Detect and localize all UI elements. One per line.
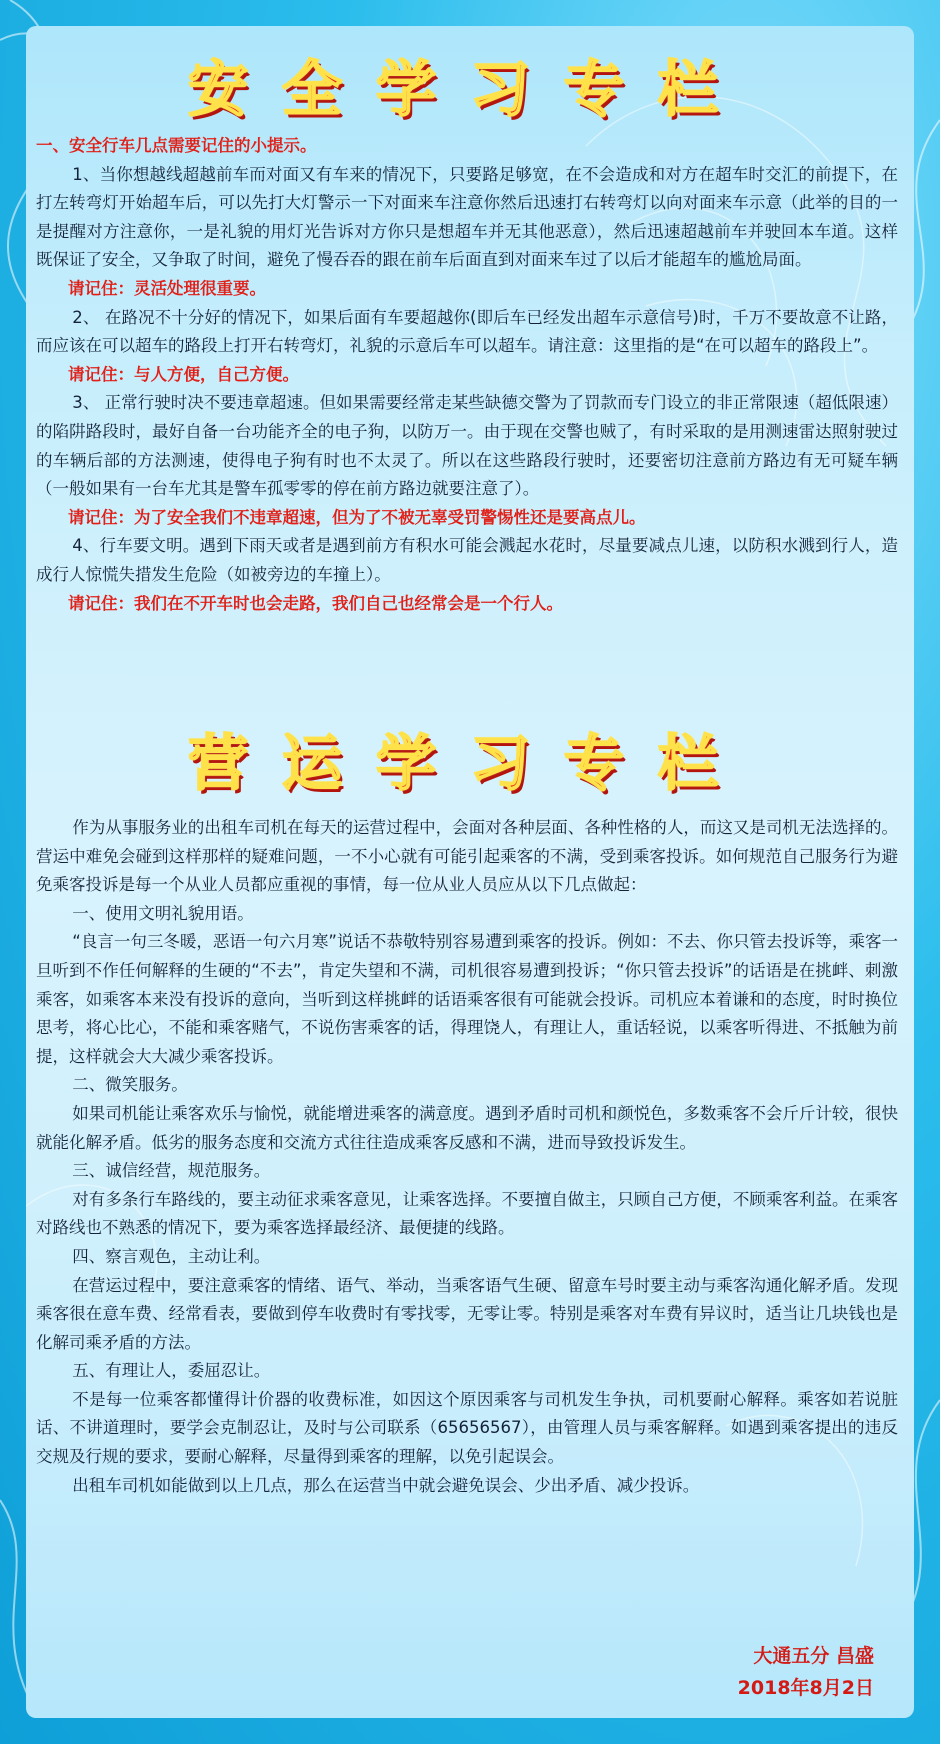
safety-reminder-2: 请记住：与人方便，自己方便。 [68, 364, 299, 384]
safety-reminder-1: 请记住：灵活处理很重要。 [68, 278, 266, 298]
safety-tip-4: 4、行车要文明。遇到下雨天或者是遇到前方有积水可能会溅起水花时，尽量要减点儿速，以防积水溅到行人，造成行人惊慌失措发生危险（如被旁边的车撞上）。 [36, 536, 898, 584]
operation-heading-5: 五、有理让人，委屈忍让。 [72, 1361, 271, 1381]
operation-heading-1: 一、使用文明礼貌用语。 [72, 903, 254, 923]
operation-banner-title: 营运学习专栏 [188, 729, 752, 799]
safety-reminder-3: 请记住：为了安全我们不违章超速，但为了不被无辜受罚警惕性还是要高点儿。 [68, 507, 646, 527]
operation-heading-4: 四、察言观色，主动让利。 [72, 1246, 271, 1266]
operation-body-3: 对有多条行车路线的，要主动征求乘客意见，让乘客选择。不要擅自做主，只顾自己方便，不顾乘客利益。在乘客对路线也不熟悉的情况下，要为乘客选择最经济、最便捷的线路。 [36, 1189, 898, 1238]
safety-banner-title: 安全学习专栏 [188, 55, 752, 125]
operation-body-5: 不是每一位乘客都懂得计价器的收费标准，如因这个原因乘客与司机发生争执，司机要耐心解释。乘客如若说脏话、不讲道理时，要学会克制忍让，及时与公司联系（65656567），由管理人员与乘客解释。如遇到乘客提出的违反交规及行规的要求，要耐心解释，尽量得到乘客的理解，以免引起误会。 [36, 1389, 898, 1467]
operation-conclusion: 出租车司机如能做到以上几点，那么在运营当中就会避免误会、少出矛盾、减少投诉。 [72, 1475, 700, 1495]
operation-body-4: 在营运过程中，要注意乘客的情绪、语气、举动，当乘客语气生硬、留意车号时要主动与乘客沟通化解矛盾。发现乘客很在意车费、经常看表，要做到停车收费时有零找零，无零让零。特别是乘客对车费有异议时，适当让几块钱也是化解司乘矛盾的方法。 [36, 1275, 898, 1352]
operation-section [36, 814, 898, 1500]
signature-org: 大通五分 昌盛 [753, 1645, 874, 1667]
safety-heading: 一、安全行车几点需要记住的小提示。 [36, 136, 317, 155]
safety-tip-2: 2、 在路况不十分好的情况下，如果后面有车要超越你(即后车已经发出超车示意信号)时，千万不要故意不让路，而应该在可以超车的路段上打开右转弯灯，礼貌的示意后车可以超车。请注意：这里指的是“在可以超车的路段上”。 [36, 307, 898, 356]
operation-heading-2: 二、微笑服务。 [72, 1075, 188, 1095]
operation-body-1: “良言一句三冬暖，恶语一句六月寒”说话不恭敬特别容易遭到乘客的投诉。例如：不去、你只管去投诉等，乘客一旦听到不作任何解释的生硬的“不去”，肯定失望和不满，司机很容易遭到投诉；“你只管去投诉”的话语是在挑衅、刺激乘客，如乘客本来没有投诉的意向，当听到这样挑衅的话语乘客很有可能就会投诉。司机应本着谦和的态度，时时换位思考，将心比心，不能和乘客赌气，不说伤害乘客的话，得理饶人，有理让人，重话轻说，以乘客听得进、不抵触为前提，这样就会大大减少乘客投诉。 [36, 932, 898, 1066]
safety-reminder-4: 请记住：我们在不开车时也会走路，我们自己也经常会是一个行人。 [68, 593, 563, 613]
operation-body-2: 如果司机能让乘客欢乐与愉悦，就能增进乘客的满意度。遇到矛盾时司机和颜悦色，多数乘客不会斤斤计较，很快就能化解矛盾。低劣的服务态度和交流方式往往造成乘客反感和不满，进而导致投诉发生。 [36, 1103, 898, 1152]
content-panel [26, 26, 914, 1718]
operation-intro: 作为从事服务业的出租车司机在每天的运营过程中，会面对各种层面、各种性格的人，而这又是司机无法选择的。营运中难免会碰到这样那样的疑难问题，一不小心就有可能引起乘客的不满，受到乘客投诉。如何规范自己服务行为避免乘客投诉是每一个从业人员都应重视的事情，每一位从业人员应从以下几点做起： [36, 818, 898, 895]
signature-date: 2018年8月2日 [737, 1677, 874, 1699]
safety-tip-1: 1、当你想越线超越前车而对面又有车来的情况下，只要路足够宽，在不会造成和对方在超车时交汇的前提下，在打左转弯灯开始超车后，可以先打大灯警示一下对面来车注意你然后迅速打右转弯灯以向对面来车示意（此举的目的一是提醒对方注意你，一是礼貌的用灯光告诉对方你只是想超车并无其他恶意），然后迅速超越前车并驶回本车道。这样既保证了安全，又争取了时间，避免了慢吞吞的跟在前车后面直到对面来车过了以后才能超车的尴尬局面。 [36, 164, 898, 270]
safety-section [36, 132, 898, 618]
safety-tip-3: 3、 正常行驶时决不要违章超速。但如果需要经常走某些缺德交警为了罚款而专门设立的非正常限速（超低限速）的陷阱路段时，最好自备一台功能齐全的电子狗，以防万一。由于现在交警也贼了，有时采取的是用测速雷达照射驶过的车辆后部的方法测速，使得电子狗有时也不太灵了。所以在这些路段行驶时，还要密切注意前方路边有无可疑车辆（一般如果有一台车尤其是警车孤零零的停在前方路边就要注意了）。 [36, 393, 898, 499]
operation-heading-3: 三、诚信经营，规范服务。 [72, 1161, 271, 1181]
